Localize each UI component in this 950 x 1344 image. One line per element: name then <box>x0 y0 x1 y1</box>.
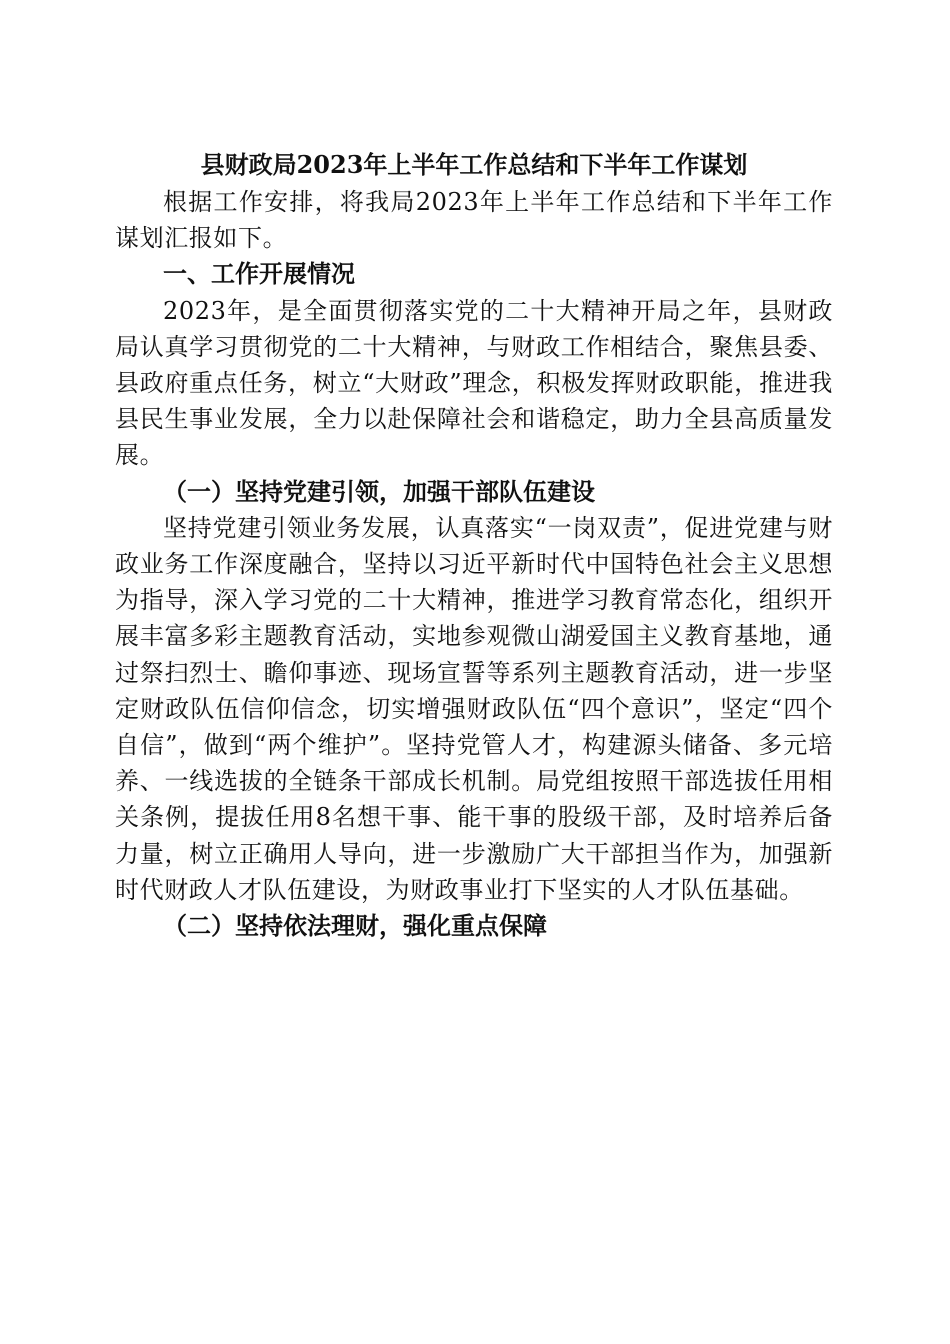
document-title: 县财政局2023年上半年工作总结和下半年工作谋划 <box>200 150 748 179</box>
document-body <box>115 146 833 944</box>
subsection-heading-1: （一）坚持党建引领，加强干部队伍建设 <box>163 476 595 506</box>
section-1-paragraph: 2023年，是全面贯彻落实党的二十大精神开局之年，县财政局认真学习贯彻党的二十大精神，与财政工作相结合，聚焦县委、县政府重点任务，树立“大财政”理念，积极发挥财政职能，推进我县民生事业发展，全力以赴保障社会和谐稳定，助力全县高质量发展。 <box>115 296 833 470</box>
subsection-heading-2: （二）坚持依法理财，强化重点保障 <box>163 911 547 941</box>
subsection-1-paragraph: 坚持党建引领业务发展，认真落实“一岗双责”，促进党建与财政业务工作深度融合，坚持以习近平新时代中国特色社会主义思想为指导，深入学习党的二十大精神，推进学习教育常态化，组织开展丰富多彩主题教育活动，实地参观微山湖爱国主义教育基地，通过祭扫烈士、瞻仰事迹、现场宣誓等系列主题教育活动，进一步坚定财政队伍信仰信念，切实增强财政队伍“四个意识”，坚定“四个自信”，做到“两个维护”。坚持党管人才，构建源头储备、多元培养、一线选拔的全链条干部成长机制。局党组按照干部选拔任用相关条例，提拔任用8名想干事、能干事的股级干部，及时培养后备力量，树立正确用人导向，进一步激励广大干部担当作为，加强新时代财政人才队伍建设，为财政事业打下坚实的人才队伍基础。 <box>115 513 833 904</box>
section-heading-1: 一、工作开展情况 <box>163 259 355 289</box>
intro-paragraph: 根据工作安排，将我局2023年上半年工作总结和下半年工作谋划汇报如下。 <box>115 188 833 253</box>
